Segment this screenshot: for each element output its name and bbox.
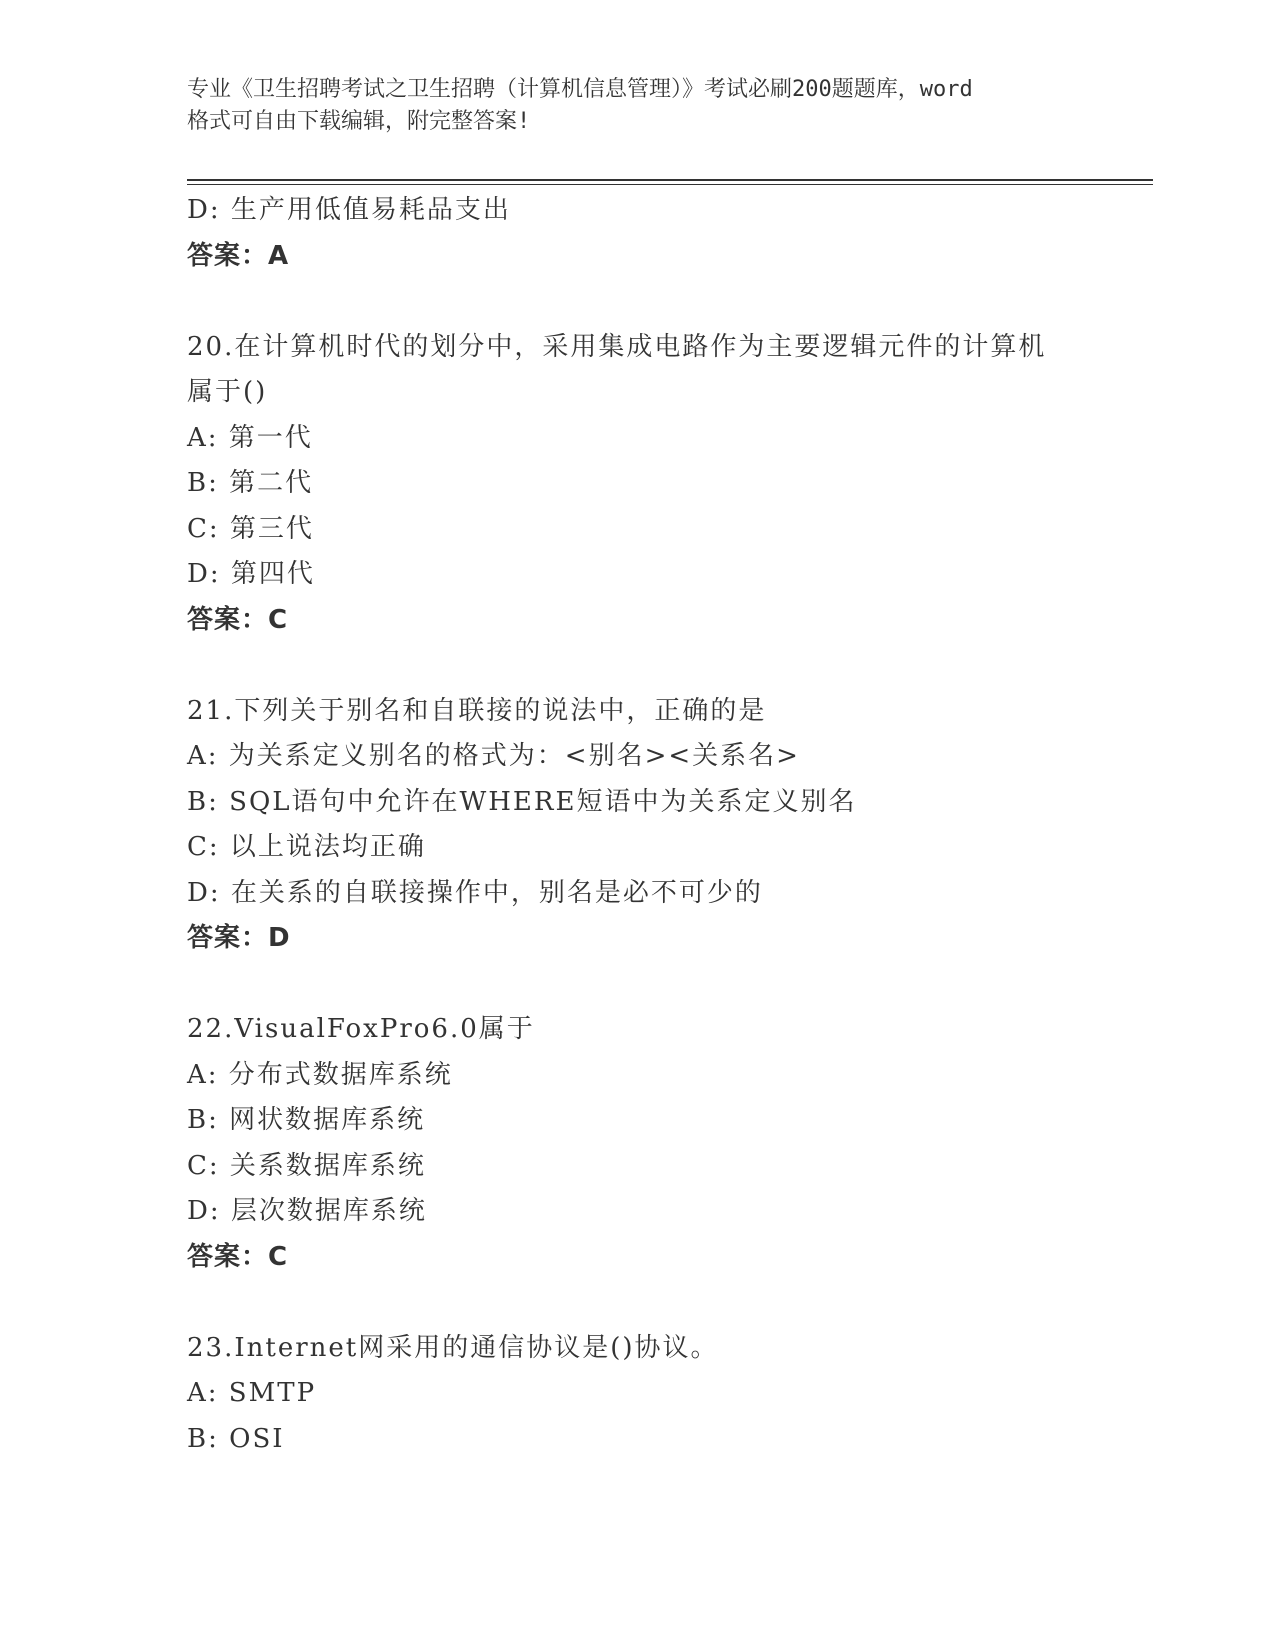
q20-stem-line-1: 20.在计算机时代的划分中，采用集成电路作为主要逻辑元件的计算机 bbox=[187, 331, 1047, 362]
header-line-2: 格式可自由下载编辑，附完整答案! bbox=[187, 109, 531, 134]
q20-option-b: B: 第二代 bbox=[187, 468, 314, 498]
document-header bbox=[187, 74, 1087, 138]
q21-option-a: A: 为关系定义别名的格式为：<别名><关系名> bbox=[187, 741, 800, 771]
q20-option-c: C: 第三代 bbox=[187, 513, 314, 544]
q20-option-a: A: 第一代 bbox=[187, 422, 313, 453]
q23-stem: 23.Internet网采用的通信协议是()协议。 bbox=[187, 1332, 719, 1363]
q19-answer: 答案：A bbox=[187, 240, 290, 271]
q22-option-c: C: 关系数据库系统 bbox=[187, 1150, 426, 1181]
q19-option-d: D: 生产用低值易耗品支出 bbox=[187, 195, 511, 225]
question-list bbox=[187, 188, 1153, 1462]
header-rule-thick bbox=[187, 179, 1153, 181]
q22-option-b: B: 网状数据库系统 bbox=[187, 1105, 426, 1135]
q21-stem: 21.下列关于别名和自联接的说法中，正确的是 bbox=[187, 695, 767, 726]
q21-option-d: D: 在关系的自联接操作中，别名是必不可少的 bbox=[187, 877, 763, 908]
q21-option-c: C: 以上说法均正确 bbox=[187, 832, 426, 862]
q23-option-a: A: SMTP bbox=[187, 1378, 317, 1408]
q22-answer: 答案：C bbox=[187, 1241, 289, 1272]
q22-option-a: A: 分布式数据库系统 bbox=[187, 1059, 453, 1090]
q20-stem-line-2: 属于() bbox=[187, 377, 268, 407]
q20-answer: 答案：C bbox=[187, 604, 289, 635]
q20-option-d: D: 第四代 bbox=[187, 559, 315, 589]
q22-stem: 22.VisualFoxPro6.0属于 bbox=[187, 1014, 535, 1044]
q22-option-d: D: 层次数据库系统 bbox=[187, 1196, 427, 1226]
q21-answer: 答案：D bbox=[187, 923, 291, 953]
q23-option-b: B: OSI bbox=[187, 1423, 285, 1454]
q21-option-b: B: SQL语句中允许在WHERE短语中为关系定义别名 bbox=[187, 786, 857, 817]
header-line-1: 专业《卫生招聘考试之卫生招聘（计算机信息管理）》考试必刷200题题库，word bbox=[187, 77, 973, 102]
header-rule-thin bbox=[187, 184, 1153, 185]
